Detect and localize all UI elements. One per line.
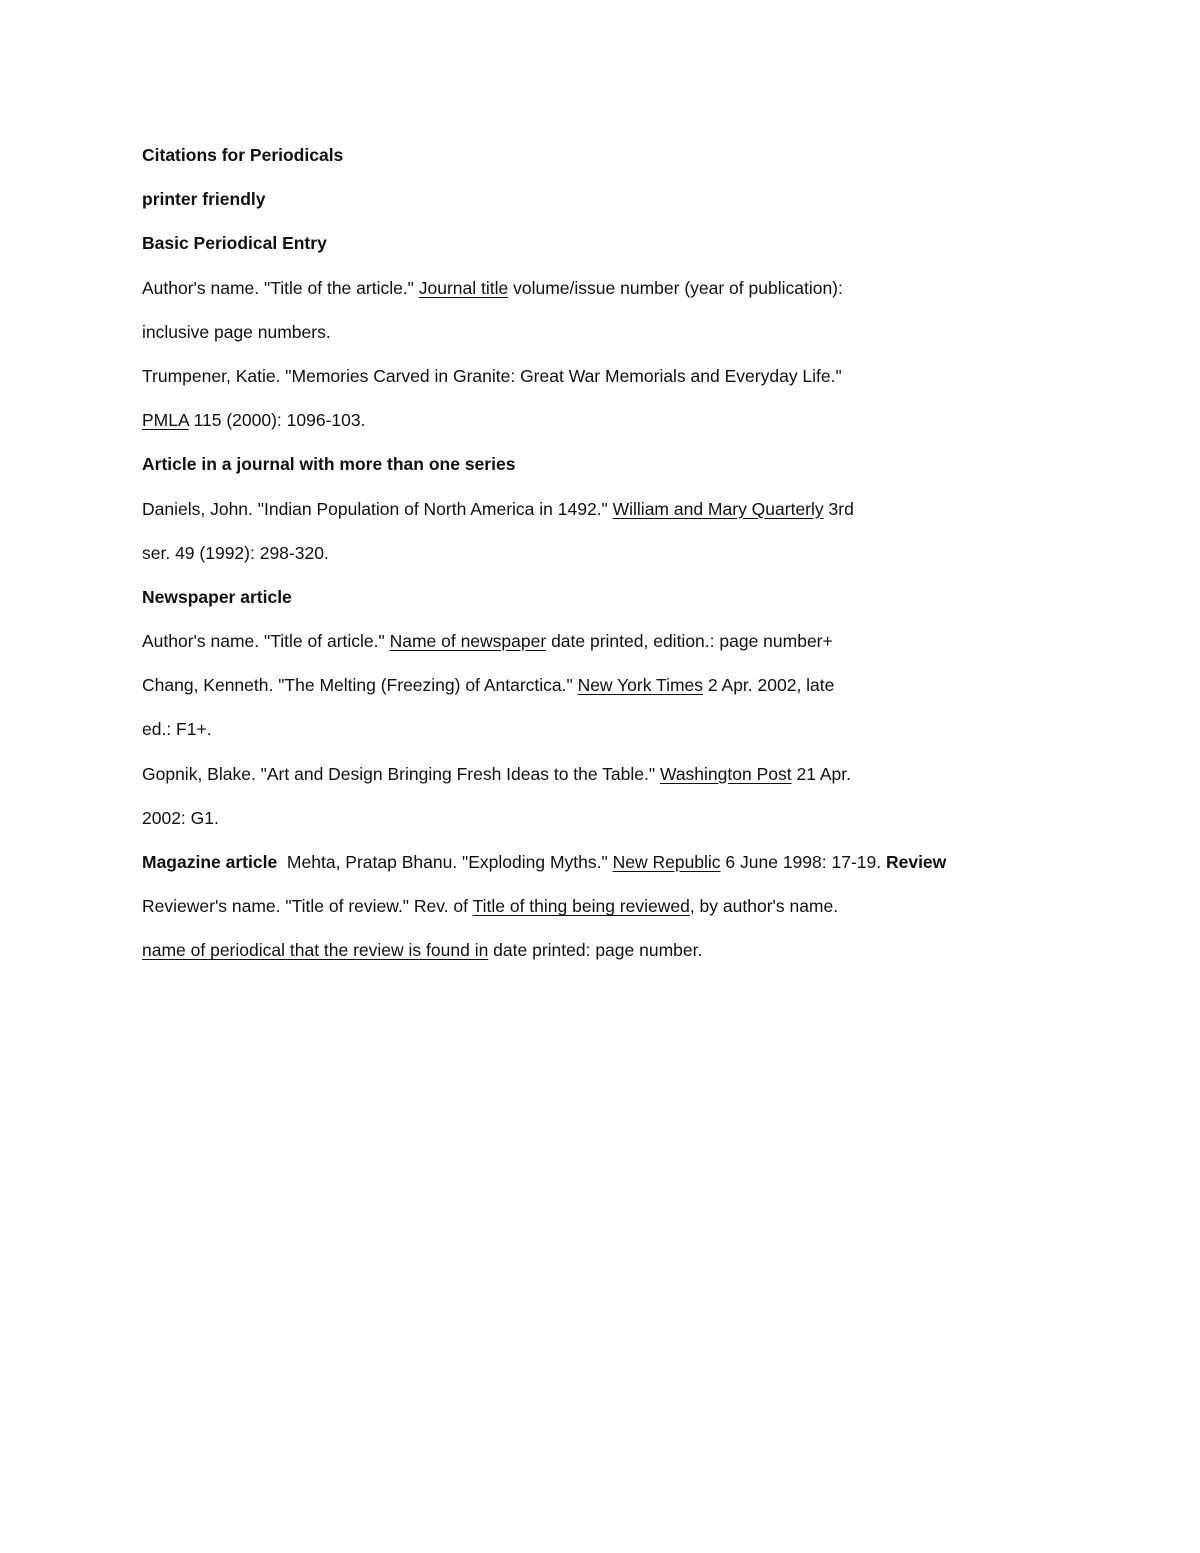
text-segment: Author's name. "Title of article." [142, 631, 390, 652]
text-segment: , by author's name. [689, 896, 839, 917]
section-heading-newspaper: Newspaper article [142, 586, 292, 607]
review-format-line-1 [142, 891, 1102, 935]
underlined-segment: William and Mary Quarterly [612, 498, 824, 519]
text-segment: Author's name. "Title of the article." [142, 277, 419, 298]
document-title: Citations for Periodicals [142, 145, 344, 165]
underlined-segment: Journal title [418, 277, 509, 298]
underlined-segment: name of periodical that the review is found in [142, 940, 489, 961]
series-example-line-1 [142, 494, 1102, 538]
document-body [142, 140, 1102, 980]
text-segment: Daniels, John. "Indian Population of North America in 1492." [142, 498, 613, 519]
series-example-line-2: ser. 49 (1992): 298-320. [142, 542, 329, 563]
text-segment: 3rd [823, 498, 854, 519]
text-segment: Reviewer's name. "Title of review." Rev. of [142, 896, 473, 917]
newspaper-example2-line-2: 2002: G1. [142, 807, 219, 828]
basic-example-line-2 [142, 405, 1102, 449]
text-segment: volume/issue number (year of publication): [508, 277, 843, 298]
newspaper-format-line [142, 626, 1102, 670]
underlined-segment: Title of thing being reviewed [472, 896, 690, 917]
text-segment: Mehta, Pratap Bhanu. "Exploding Myths." [277, 852, 613, 872]
basic-format-line-1 [142, 273, 1102, 317]
text-segment: Gopnik, Blake. "Art and Design Bringing Fresh Ideas to the Table." [142, 763, 660, 784]
printer-friendly-link[interactable]: printer friendly [142, 189, 266, 210]
newspaper-example1-line-1 [142, 670, 1102, 714]
text-segment: Chang, Kenneth. "The Melting (Freezing) of Antarctica." [142, 675, 578, 696]
underlined-segment: Washington Post [659, 763, 792, 784]
magazine-review-line [142, 847, 1102, 891]
text-segment: date printed: page number. [488, 940, 703, 961]
section-heading-basic: Basic Periodical Entry [142, 233, 327, 254]
underlined-segment: Name of newspaper [389, 631, 547, 652]
basic-example-line-1: Trumpener, Katie. "Memories Carved in Granite: Great War Memorials and Everyday Life." [142, 365, 842, 386]
underlined-segment: New Republic [612, 852, 721, 872]
review-format-line-2 [142, 935, 1102, 979]
text-segment: 6 June 1998: 17-19. [720, 852, 886, 872]
newspaper-example1-line-2: ed.: F1+. [142, 719, 212, 740]
section-heading-review: Review [885, 852, 947, 872]
text-segment: 115 (2000): 1096-103. [188, 410, 366, 431]
underlined-segment: PMLA [142, 410, 189, 431]
section-heading-series: Article in a journal with more than one series [142, 454, 516, 475]
text-segment: date printed, edition.: page number+ [546, 631, 833, 652]
section-heading-magazine: Magazine article [142, 852, 278, 872]
basic-format-line-2: inclusive page numbers. [142, 321, 331, 342]
newspaper-example2-line-1 [142, 759, 1102, 803]
text-segment: 21 Apr. [791, 763, 851, 784]
underlined-segment: New York Times [577, 675, 704, 696]
text-segment: 2 Apr. 2002, late [703, 675, 835, 696]
